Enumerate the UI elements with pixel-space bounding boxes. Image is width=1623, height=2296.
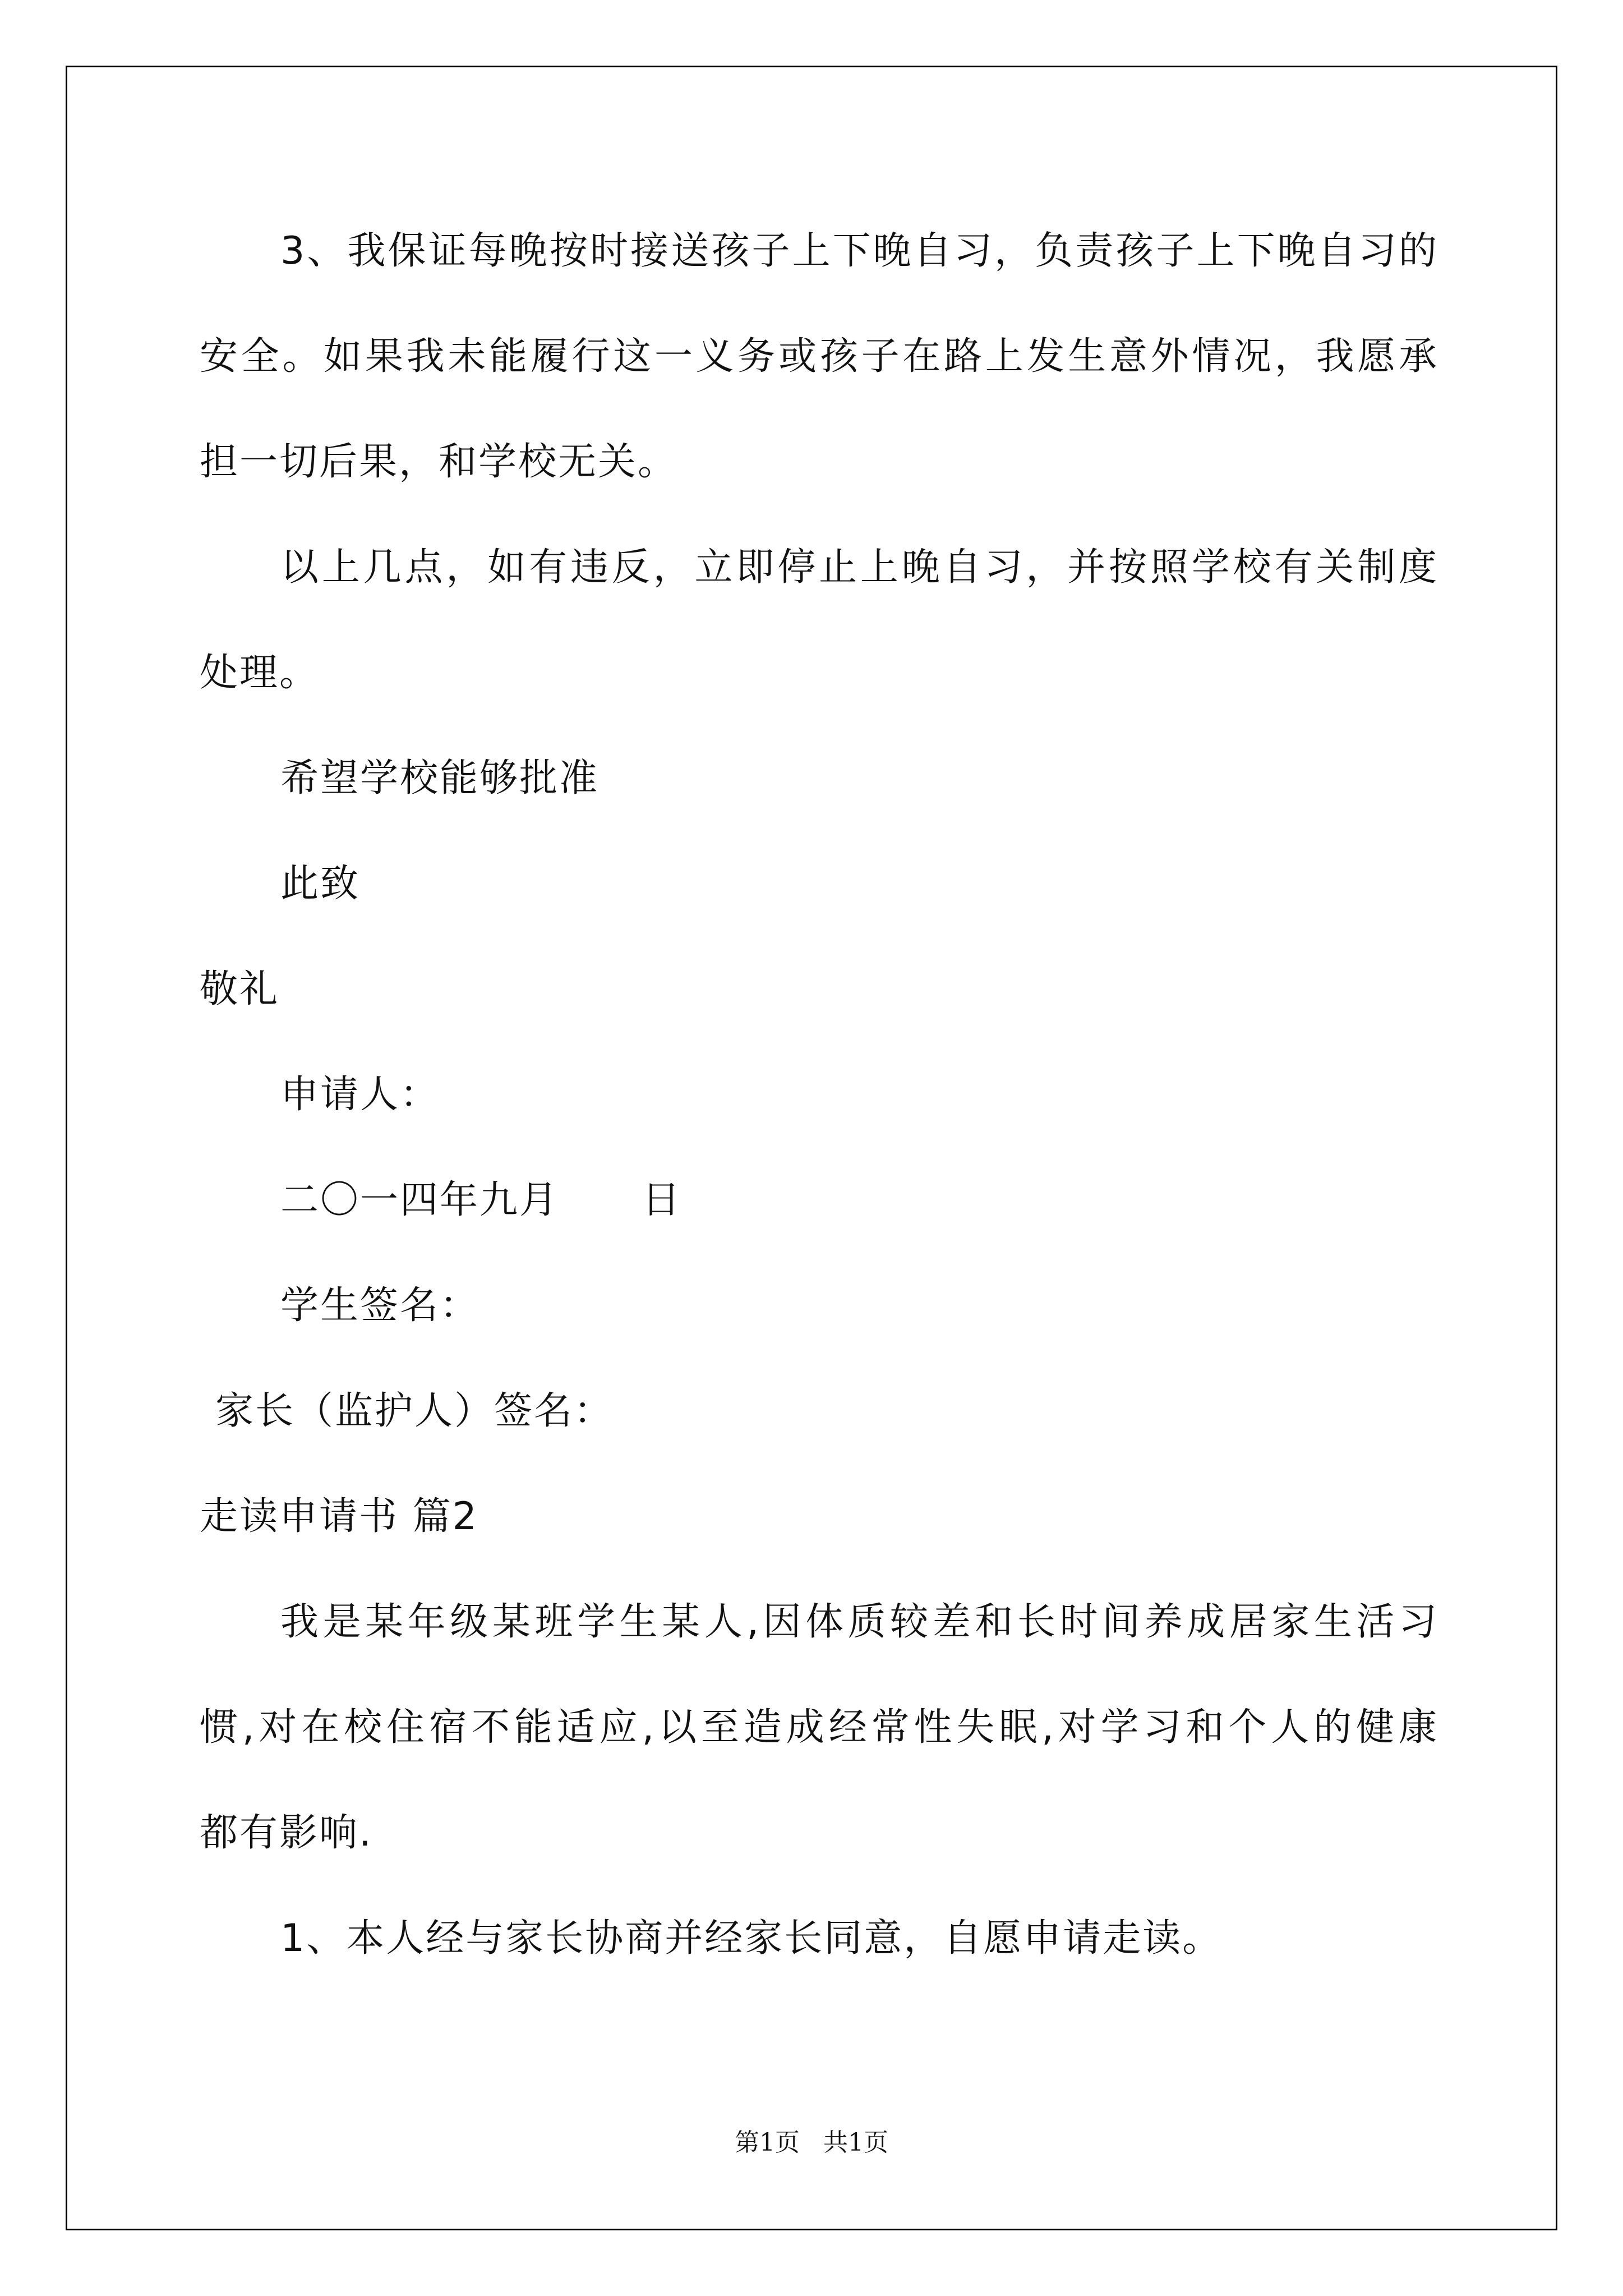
date-line: 二〇一四年九月 日 [280,1178,682,1222]
section-heading: 走读申请书 篇2 [200,1494,478,1539]
paragraph-line: 3、我保证每晚按时接送孩子上下晚自习，负责孩子上下晚自习的 [280,229,1437,273]
paragraph-line: 都有影响. [200,1811,373,1855]
paragraph-line: 担一切后果，和学校无关。 [200,440,678,484]
student-signature-label: 学生签名： [280,1283,480,1328]
guardian-signature-label: 家长（监护人）签名： [215,1389,614,1433]
salutation-line: 敬礼 [200,967,280,1011]
paragraph-line: 以上几点，如有违反，立即停止上晚自习，并按照学校有关制度 [280,545,1437,590]
paragraph-line: 处理。 [200,651,320,695]
paragraph-line: 1、本人经与家长协商并经家长同意，自愿申请走读。 [280,1916,1223,1961]
salutation-line: 此致 [280,862,361,906]
paragraph-line: 惯,对在校住宿不能适应,以至造成经常性失眠,对学习和个人的健康 [200,1705,1437,1750]
applicant-label: 申请人： [280,1073,440,1117]
paragraph-line: 安全。如果我未能履行这一义务或孩子在路上发生意外情况，我愿承 [200,334,1437,379]
page-footer: 第1页 共1页 [735,2128,888,2157]
page-border [66,66,1557,2230]
paragraph-line: 希望学校能够批准 [280,756,600,800]
paragraph-line: 我是某年级某班学生某人,因体质较差和长时间养成居家生活习 [280,1600,1437,1644]
